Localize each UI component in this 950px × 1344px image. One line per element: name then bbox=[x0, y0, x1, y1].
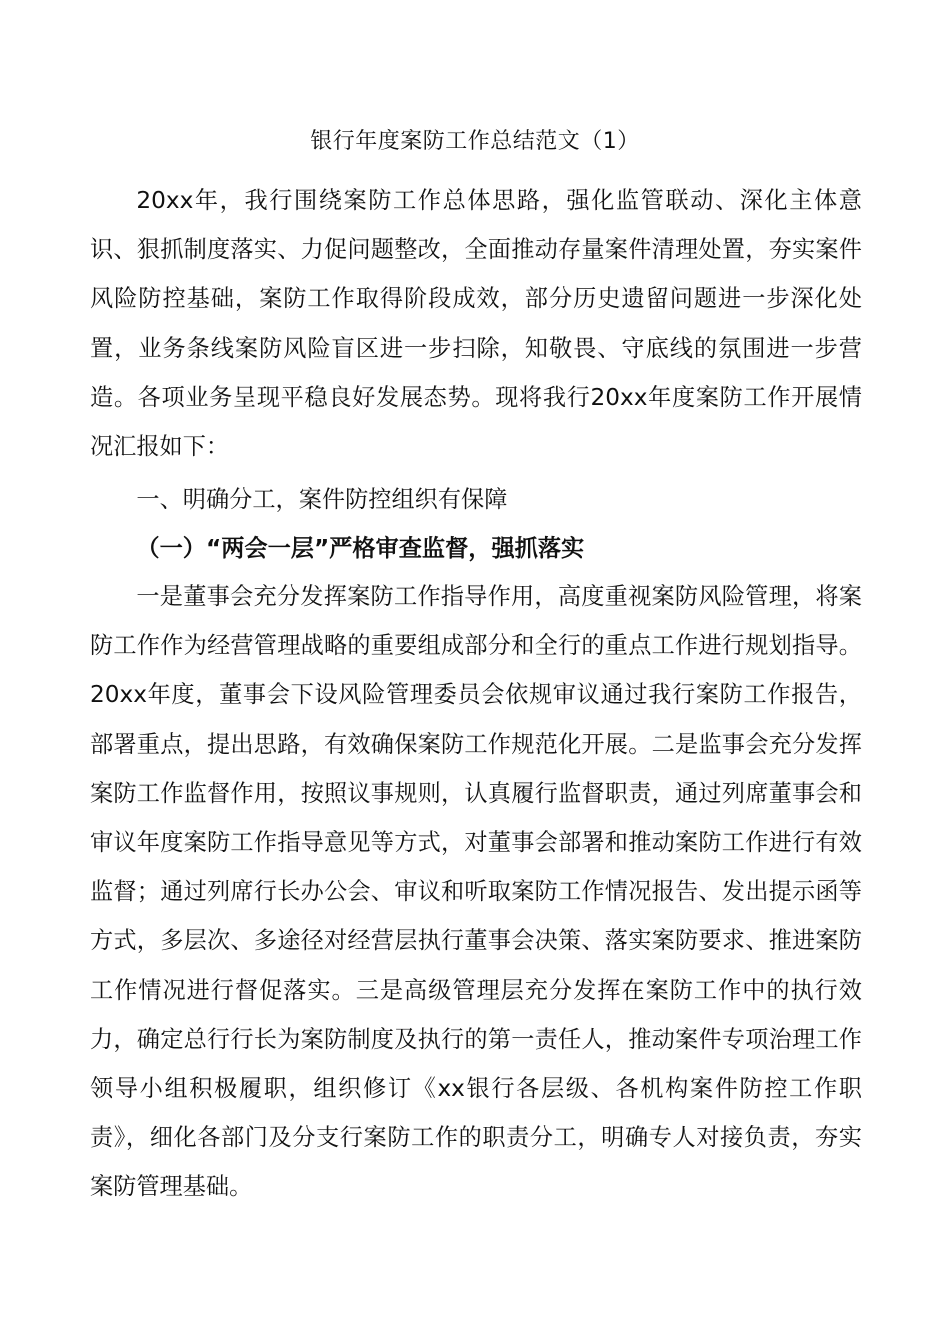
document-title: 银行年度案防工作总结范文（1） bbox=[310, 129, 640, 154]
subsection-paragraph-block bbox=[90, 572, 862, 1212]
intro-paragraph-block bbox=[90, 176, 862, 471]
subsection-paragraph: 一是董事会充分发挥案防工作指导作用，高度重视案防风险管理，将案防工作作为经营管理战略的重要组成部分和全行的重点工作进行规划指导。20xx年度，董事会下设风险管理委员会依规审议通过我行案防工作报告，部署重点，提出思路，有效确保案防工作规范化开展。二是监事会充分发挥案防工作监督作用，按照议事规则，认真履行监督职责，通过列席董事会和审议年度案防工作指导意见等方式，对董事会部署和推动案防工作进行有效监督；通过列席行长办公会、审议和听取案防工作情况报告、发出提示函等方式，多层次、多途径对经营层执行董事会决策、落实案防要求、推进案防工作情况进行督促落实。三是高级管理层充分发挥在案防工作中的执行效力，确定总行行长为案防制度及执行的第一责任人，推动案件专项治理工作领导小组积极履职，组织修订《xx银行各层级、各机构案件防控工作职责》，细化各部门及分支行案防工作的职责分工，明确专人对接负责，夯实案防管理基础。 bbox=[90, 583, 862, 1201]
section-heading: 一、明确分工，案件防控组织有保障 bbox=[136, 486, 508, 513]
subsection-heading: （一）“两会一层”严格审查监督，强抓落实 bbox=[136, 535, 585, 562]
intro-paragraph: 20xx年，我行围绕案防工作总体思路，强化监管联动、深化主体意识、狠抓制度落实、力促问题整改，全面推动存量案件清理处置，夯实案件风险防控基础，案防工作取得阶段成效，部分历史遗留问题进一步深化处置，业务条线案防风险盲区进一步扫除，知敬畏、守底线的氛围进一步营造。各项业务呈现平稳良好发展态势。现将我行20xx年度案防工作开展情况汇报如下： bbox=[90, 187, 862, 461]
